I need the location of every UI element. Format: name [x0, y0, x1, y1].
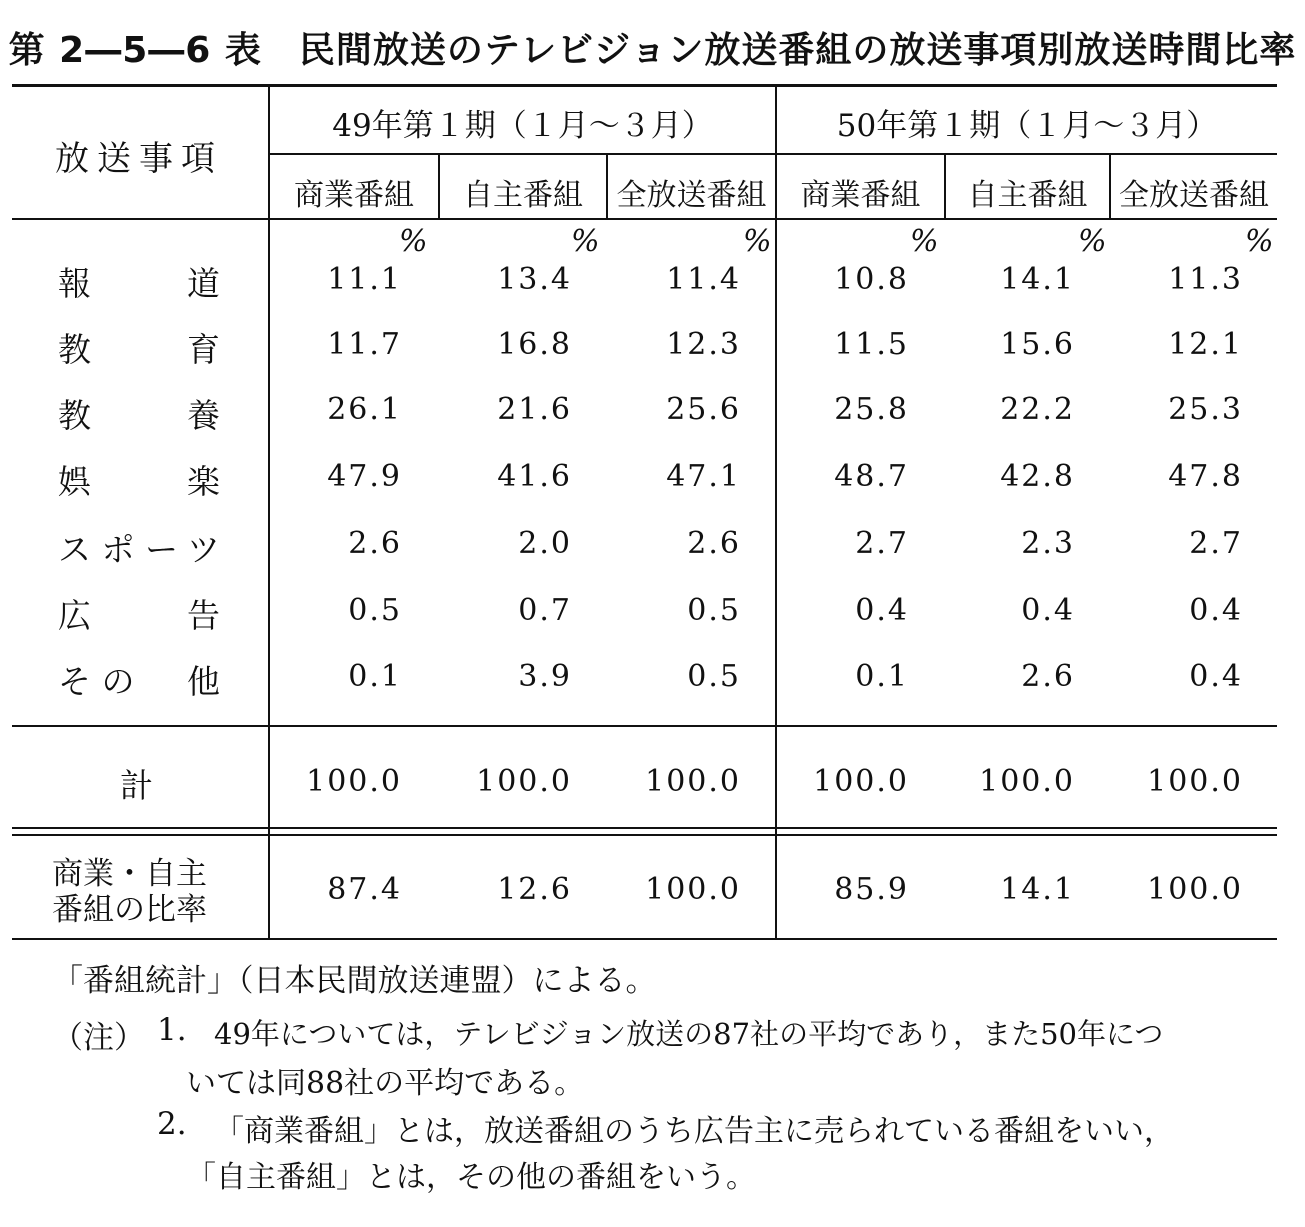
period-header-50: 50年第１期（１月～３月） — [836, 108, 1218, 144]
table-cell: 14.1 — [1000, 262, 1075, 297]
row-label — [58, 324, 220, 369]
table-cell: 13.4 — [497, 262, 572, 297]
ratio-cell: 14.1 — [1000, 872, 1075, 907]
table-cell: 22.2 — [1000, 392, 1075, 427]
period-header-49: 49年第１期（１月～３月） — [332, 108, 713, 144]
total-cell: 100.0 — [476, 764, 572, 799]
table-cell: 47.1 — [666, 459, 741, 494]
table-cell: 26.1 — [327, 392, 402, 427]
table-cell: 11.5 — [834, 327, 909, 362]
row-label — [58, 258, 220, 303]
col-header-commercial-50: 商業番組 — [800, 178, 921, 213]
table-cell: 2.3 — [1021, 526, 1075, 561]
note-2-line1: 「商業番組」とは，放送番組のうち広告主に売られている番組をいい， — [214, 1114, 1174, 1149]
row-label — [58, 524, 220, 569]
percent-unit: % — [571, 224, 600, 259]
table-cell: 2.7 — [1189, 526, 1243, 561]
table-cell: 0.4 — [1189, 659, 1243, 694]
percent-unit: % — [743, 224, 772, 259]
table-cell: 0.4 — [1021, 593, 1075, 628]
ratio-cell: 100.0 — [1147, 872, 1243, 907]
row-label-left: 教 — [58, 396, 91, 435]
table-title: 第 2―5―6 表 民間放送のテレビジョン放送番組の放送事項別放送時間比率 — [8, 30, 1297, 71]
table-cell: 0.1 — [348, 659, 402, 694]
table-cell: 0.4 — [855, 593, 909, 628]
row-label-right: 道 — [187, 264, 220, 303]
percent-unit: % — [1078, 224, 1107, 259]
total-cell: 100.0 — [979, 764, 1075, 799]
col-header-independent-49: 自主番組 — [463, 178, 583, 213]
table-cell: 25.6 — [666, 392, 741, 427]
table-cell: 41.6 — [497, 459, 572, 494]
ratio-cell: 87.4 — [327, 872, 402, 907]
percent-unit: % — [1245, 224, 1274, 259]
table-cell: 0.5 — [687, 659, 741, 694]
table-cell: 3.9 — [518, 659, 572, 694]
notes-prefix: （注） — [52, 1020, 145, 1056]
ratio-label-line1: 商業・自主 — [52, 856, 207, 892]
table-cell: 48.7 — [834, 459, 909, 494]
note-1-line1: 49年については，テレビジョン放送の87社の平均であり，また50年につ — [214, 1017, 1164, 1051]
row-label — [58, 656, 220, 701]
note-1-line2: いては同88社の平均である。 — [186, 1066, 585, 1101]
row-label-left: そ の — [58, 662, 135, 701]
total-rule-upper — [12, 827, 1277, 829]
row-label-right: 告 — [187, 596, 220, 635]
row-label — [58, 590, 220, 635]
total-cell: 100.0 — [306, 764, 402, 799]
ratio-cell: 85.9 — [834, 872, 909, 907]
table-cell: 0.5 — [348, 593, 402, 628]
body-bottom-rule — [12, 725, 1277, 727]
table-cell: 0.4 — [1189, 593, 1243, 628]
row-label-right: 楽 — [187, 462, 220, 501]
row-label-left: 教 — [58, 330, 91, 369]
row-label-right: ツ — [187, 530, 220, 569]
table-cell: 2.6 — [1021, 659, 1075, 694]
table-cell: 25.3 — [1168, 392, 1243, 427]
table-cell: 0.5 — [687, 593, 741, 628]
table-cell: 25.8 — [834, 392, 909, 427]
table-cell: 16.8 — [497, 327, 572, 362]
note-1-number: 1. — [157, 1012, 187, 1048]
total-cell: 100.0 — [1147, 764, 1243, 799]
total-rule-lower — [12, 834, 1277, 836]
table-cell: 2.0 — [518, 526, 572, 561]
percent-unit: % — [399, 224, 428, 259]
total-cell: 100.0 — [645, 764, 741, 799]
table-cell: 2.6 — [687, 526, 741, 561]
top-rule — [12, 84, 1277, 87]
note-2-line2: 「自主番組」とは，その他の番組をいう。 — [186, 1160, 756, 1195]
bottom-rule — [12, 938, 1277, 940]
col-header-all-49: 全放送番組 — [616, 178, 767, 213]
row-label-right: 育 — [187, 330, 220, 369]
row-label-left: 広 — [58, 596, 91, 635]
table-cell: 11.1 — [327, 262, 402, 297]
row-label-right: 養 — [187, 396, 220, 435]
table-cell: 21.6 — [497, 392, 572, 427]
row-label-left: 娯 — [58, 462, 91, 501]
table-cell: 10.8 — [834, 262, 909, 297]
table-cell: 15.6 — [1000, 327, 1075, 362]
row-label — [58, 390, 220, 435]
total-label: 計 — [120, 766, 153, 805]
table-cell: 11.3 — [1168, 262, 1243, 297]
period-rule — [268, 153, 1277, 155]
table-cell: 12.3 — [666, 327, 741, 362]
table-cell: 0.1 — [855, 659, 909, 694]
percent-unit: % — [910, 224, 939, 259]
source-note: 「番組統計」（日本民間放送連盟）による。 — [52, 963, 657, 999]
row-label-right: 他 — [187, 662, 220, 701]
table-cell: 47.9 — [327, 459, 402, 494]
ratio-label-line2: 番組の比率 — [52, 892, 207, 928]
table-cell: 11.7 — [327, 327, 402, 362]
row-label-left: 報 — [58, 264, 91, 303]
row-label — [58, 456, 220, 501]
ratio-cell: 100.0 — [645, 872, 741, 907]
total-cell: 100.0 — [813, 764, 909, 799]
col-header-all-50: 全放送番組 — [1119, 178, 1269, 213]
table-cell: 0.7 — [518, 593, 572, 628]
table-cell: 12.1 — [1168, 327, 1243, 362]
table-cell: 2.7 — [855, 526, 909, 561]
table-cell: 2.6 — [348, 526, 402, 561]
ratio-cell: 12.6 — [497, 872, 572, 907]
col-header-commercial-49: 商業番組 — [294, 178, 414, 213]
table-cell: 11.4 — [666, 262, 741, 297]
table-cell: 47.8 — [1168, 459, 1243, 494]
header-rule — [12, 218, 1277, 220]
note-2-number: 2. — [157, 1106, 187, 1142]
col-header-independent-50: 自主番組 — [967, 178, 1088, 213]
item-header: 放送事項 — [55, 139, 223, 179]
row-label-left: ス ポ ー — [58, 530, 178, 569]
table-cell: 42.8 — [1000, 459, 1075, 494]
